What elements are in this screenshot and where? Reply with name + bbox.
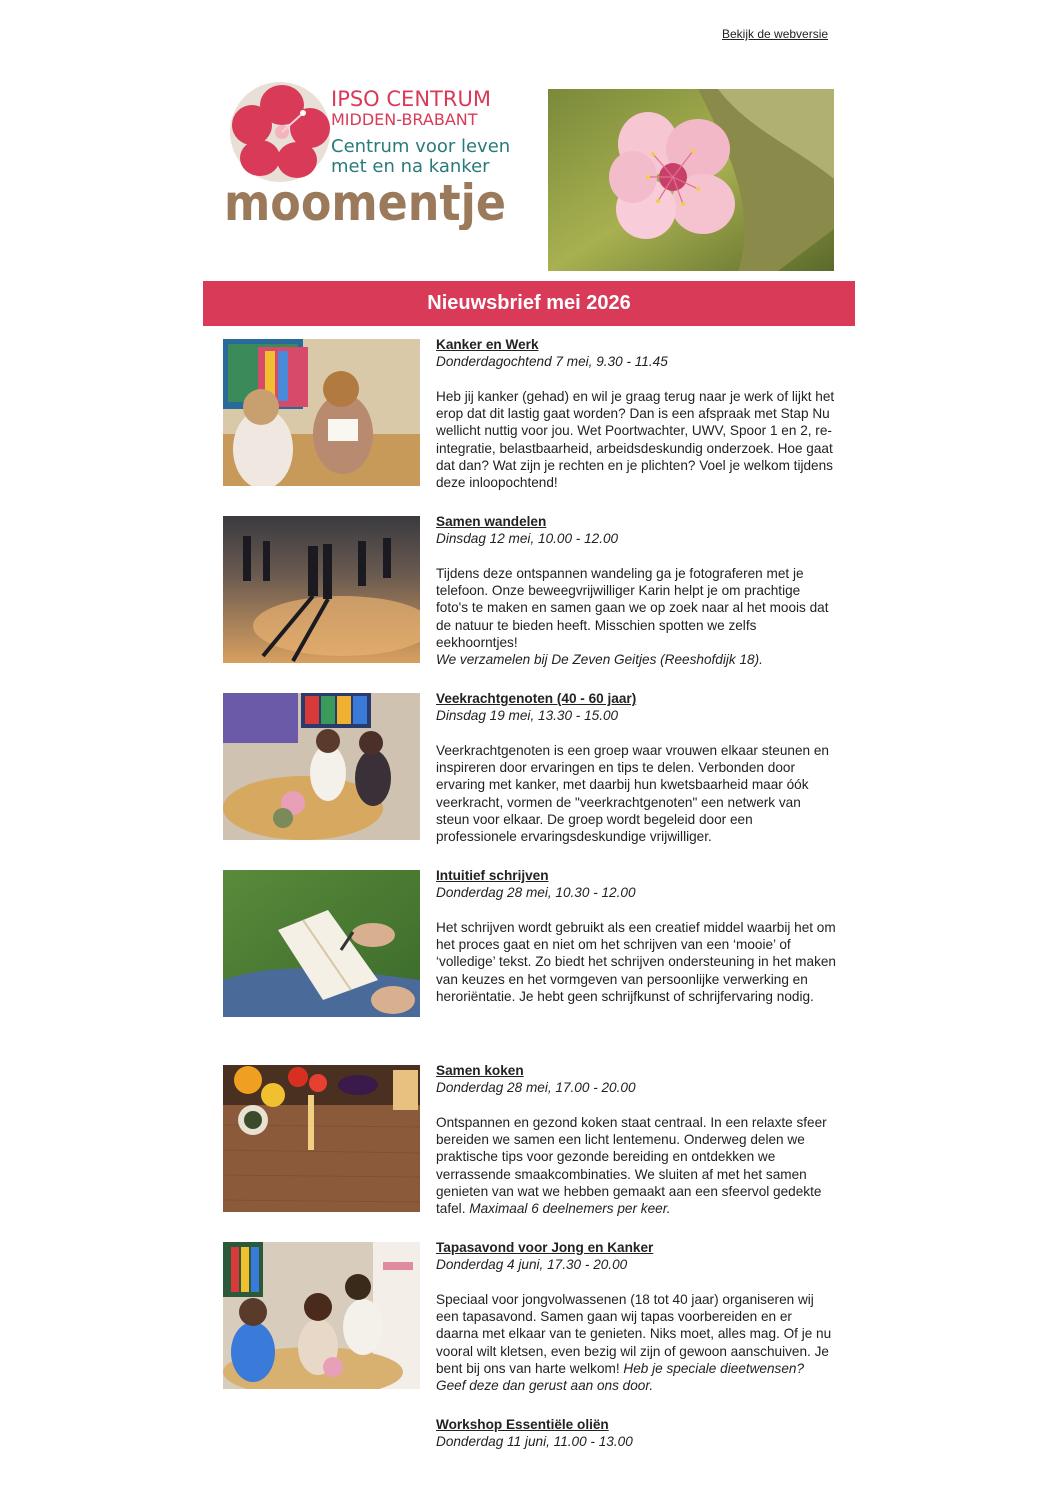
logo-wordmark: moomentje — [224, 174, 506, 230]
event-description: Tijdens deze ontspannen wandeling ga je fotograferen met je telefoon. Onze beweegvrijwilliger Karin helpt je om prachtige foto's te maken en samen gaan we op zoek naar al het moois dat de natuur te bieden heeft. Misschien spotten we zelfs eekhoorntjes! — [436, 565, 829, 651]
event-date: Donderdag 28 mei, 10.30 - 12.00 — [436, 885, 636, 901]
event-description: Het schrijven wordt gebruikt als een creatief middel waarbij het om het proces gaat en niet om het schrijven van een ‘mooie’ of ‘volledige’ tekst. Zo biedt het schrijven ondersteuning in het maken van keuzes en het vormgeven van persoonlijke verwerking en heroriëntatie. Je hebt geen schrijfkunst of schrijfervaring nodig. — [436, 919, 836, 1005]
logo-tagline2: met en na kanker — [331, 156, 490, 177]
event-date: Donderdag 11 juni, 11.00 - 13.00 — [436, 1434, 633, 1450]
event-title-link[interactable]: Kanker en Werk — [436, 337, 539, 352]
newsletter-banner — [203, 281, 855, 326]
event-date: Dinsdag 19 mei, 13.30 - 15.00 — [436, 708, 619, 724]
hibiscus-icon — [230, 82, 330, 182]
logo-line2: MIDDEN-BRABANT — [331, 110, 478, 129]
event-note: We verzamelen bij De Zeven Geitjes (Reeshofdijk 18). — [436, 652, 763, 668]
event-date: Donderdag 4 juni, 17.30 - 20.00 — [436, 1257, 628, 1273]
event-description: Speciaal voor jongvolwassenen (18 tot 40 jaar) organiseren wij een tapasavond. Samen gaan wij tapas voorbereiden en er daarna met elkaar van te genieten. Niks moet, alles mag. Of je nu vooral wilt kletsen, even bezig wil zijn of gewoon aanschuiven. Je bent bij ons van harte welkom! — [436, 1291, 832, 1377]
event-photo — [223, 1242, 420, 1389]
event-title-link[interactable]: Veekrachtgenoten (40 - 60 jaar) — [436, 691, 637, 706]
event-photo — [223, 1065, 420, 1212]
event-description: Ontspannen en gezond koken staat centraal. In een relaxte sfeer bereiden we samen een licht lentemenu. Onderweg delen we praktische tips voor gezonde bereiding en ontdekken we verrassende smaakcombinaties. We sluiten af met het samen genieten van wat we hebben gemaakt aan een sfeervol gedekte tafel. — [436, 1114, 827, 1217]
event-title-link[interactable]: Samen koken — [436, 1063, 524, 1078]
event-note: Heb je speciale dieetwensen? Geef deze dan gerust aan ons door. — [436, 1361, 805, 1394]
logo-tagline1: Centrum voor leven — [331, 136, 511, 157]
web-version-link[interactable]: Bekijk de webversie — [722, 27, 829, 41]
event-note: Maximaal 6 deelnemers per keer. — [469, 1201, 671, 1217]
event-photo — [223, 339, 420, 486]
hero-blossom-photo — [548, 89, 834, 271]
event-date: Donderdag 28 mei, 17.00 - 20.00 — [436, 1080, 636, 1096]
event-title-link[interactable]: Tapasavond voor Jong en Kanker — [436, 1240, 654, 1255]
event-title-link[interactable]: Workshop Essentiële oliën — [436, 1417, 609, 1432]
event-title-link[interactable]: Intuitief schrijven — [436, 868, 549, 883]
event-date: Dinsdag 12 mei, 10.00 - 12.00 — [436, 531, 619, 547]
event-photo — [223, 870, 420, 1017]
event-description: Veerkrachtgenoten is een groep waar vrouwen elkaar steunen en inspireren door ervaringen en tips te delen. Verbonden door ervaring met kanker, met daarbij hun kwetsbaarheid maar óók veerkracht, vormen de "veerkrachtgenoten" een netwerk van steun voor elkaar. De groep wordt begeleid door een professionele ervaringsdeskundige vrijwilliger. — [436, 742, 829, 845]
banner-title: Nieuwsbrief mei 2026 — [427, 292, 631, 314]
logo-line1: IPSO CENTRUM — [331, 87, 491, 111]
event-date: Donderdagochtend 7 mei, 9.30 - 11.45 — [436, 354, 668, 370]
ipso-logo — [222, 80, 512, 230]
event-photo — [223, 693, 420, 840]
event-description: Heb jij kanker (gehad) en wil je graag terug naar je werk of lijkt het erop dat dit lastig gaat worden? Dan is een afspraak met Stap Nu wellicht nuttig voor jou. Wet Poortwachter, UWV, Spoor 1 en 2, re-integratie, belastbaarheid, arbeidsdeskundig onderzoek. Hoe gaat dat dan? Wat zijn je rechten en je plichten? Voel je welkom tijdens deze inloopochtend! — [436, 388, 835, 491]
event-title-link[interactable]: Samen wandelen — [436, 514, 547, 529]
event-photo — [223, 516, 420, 663]
